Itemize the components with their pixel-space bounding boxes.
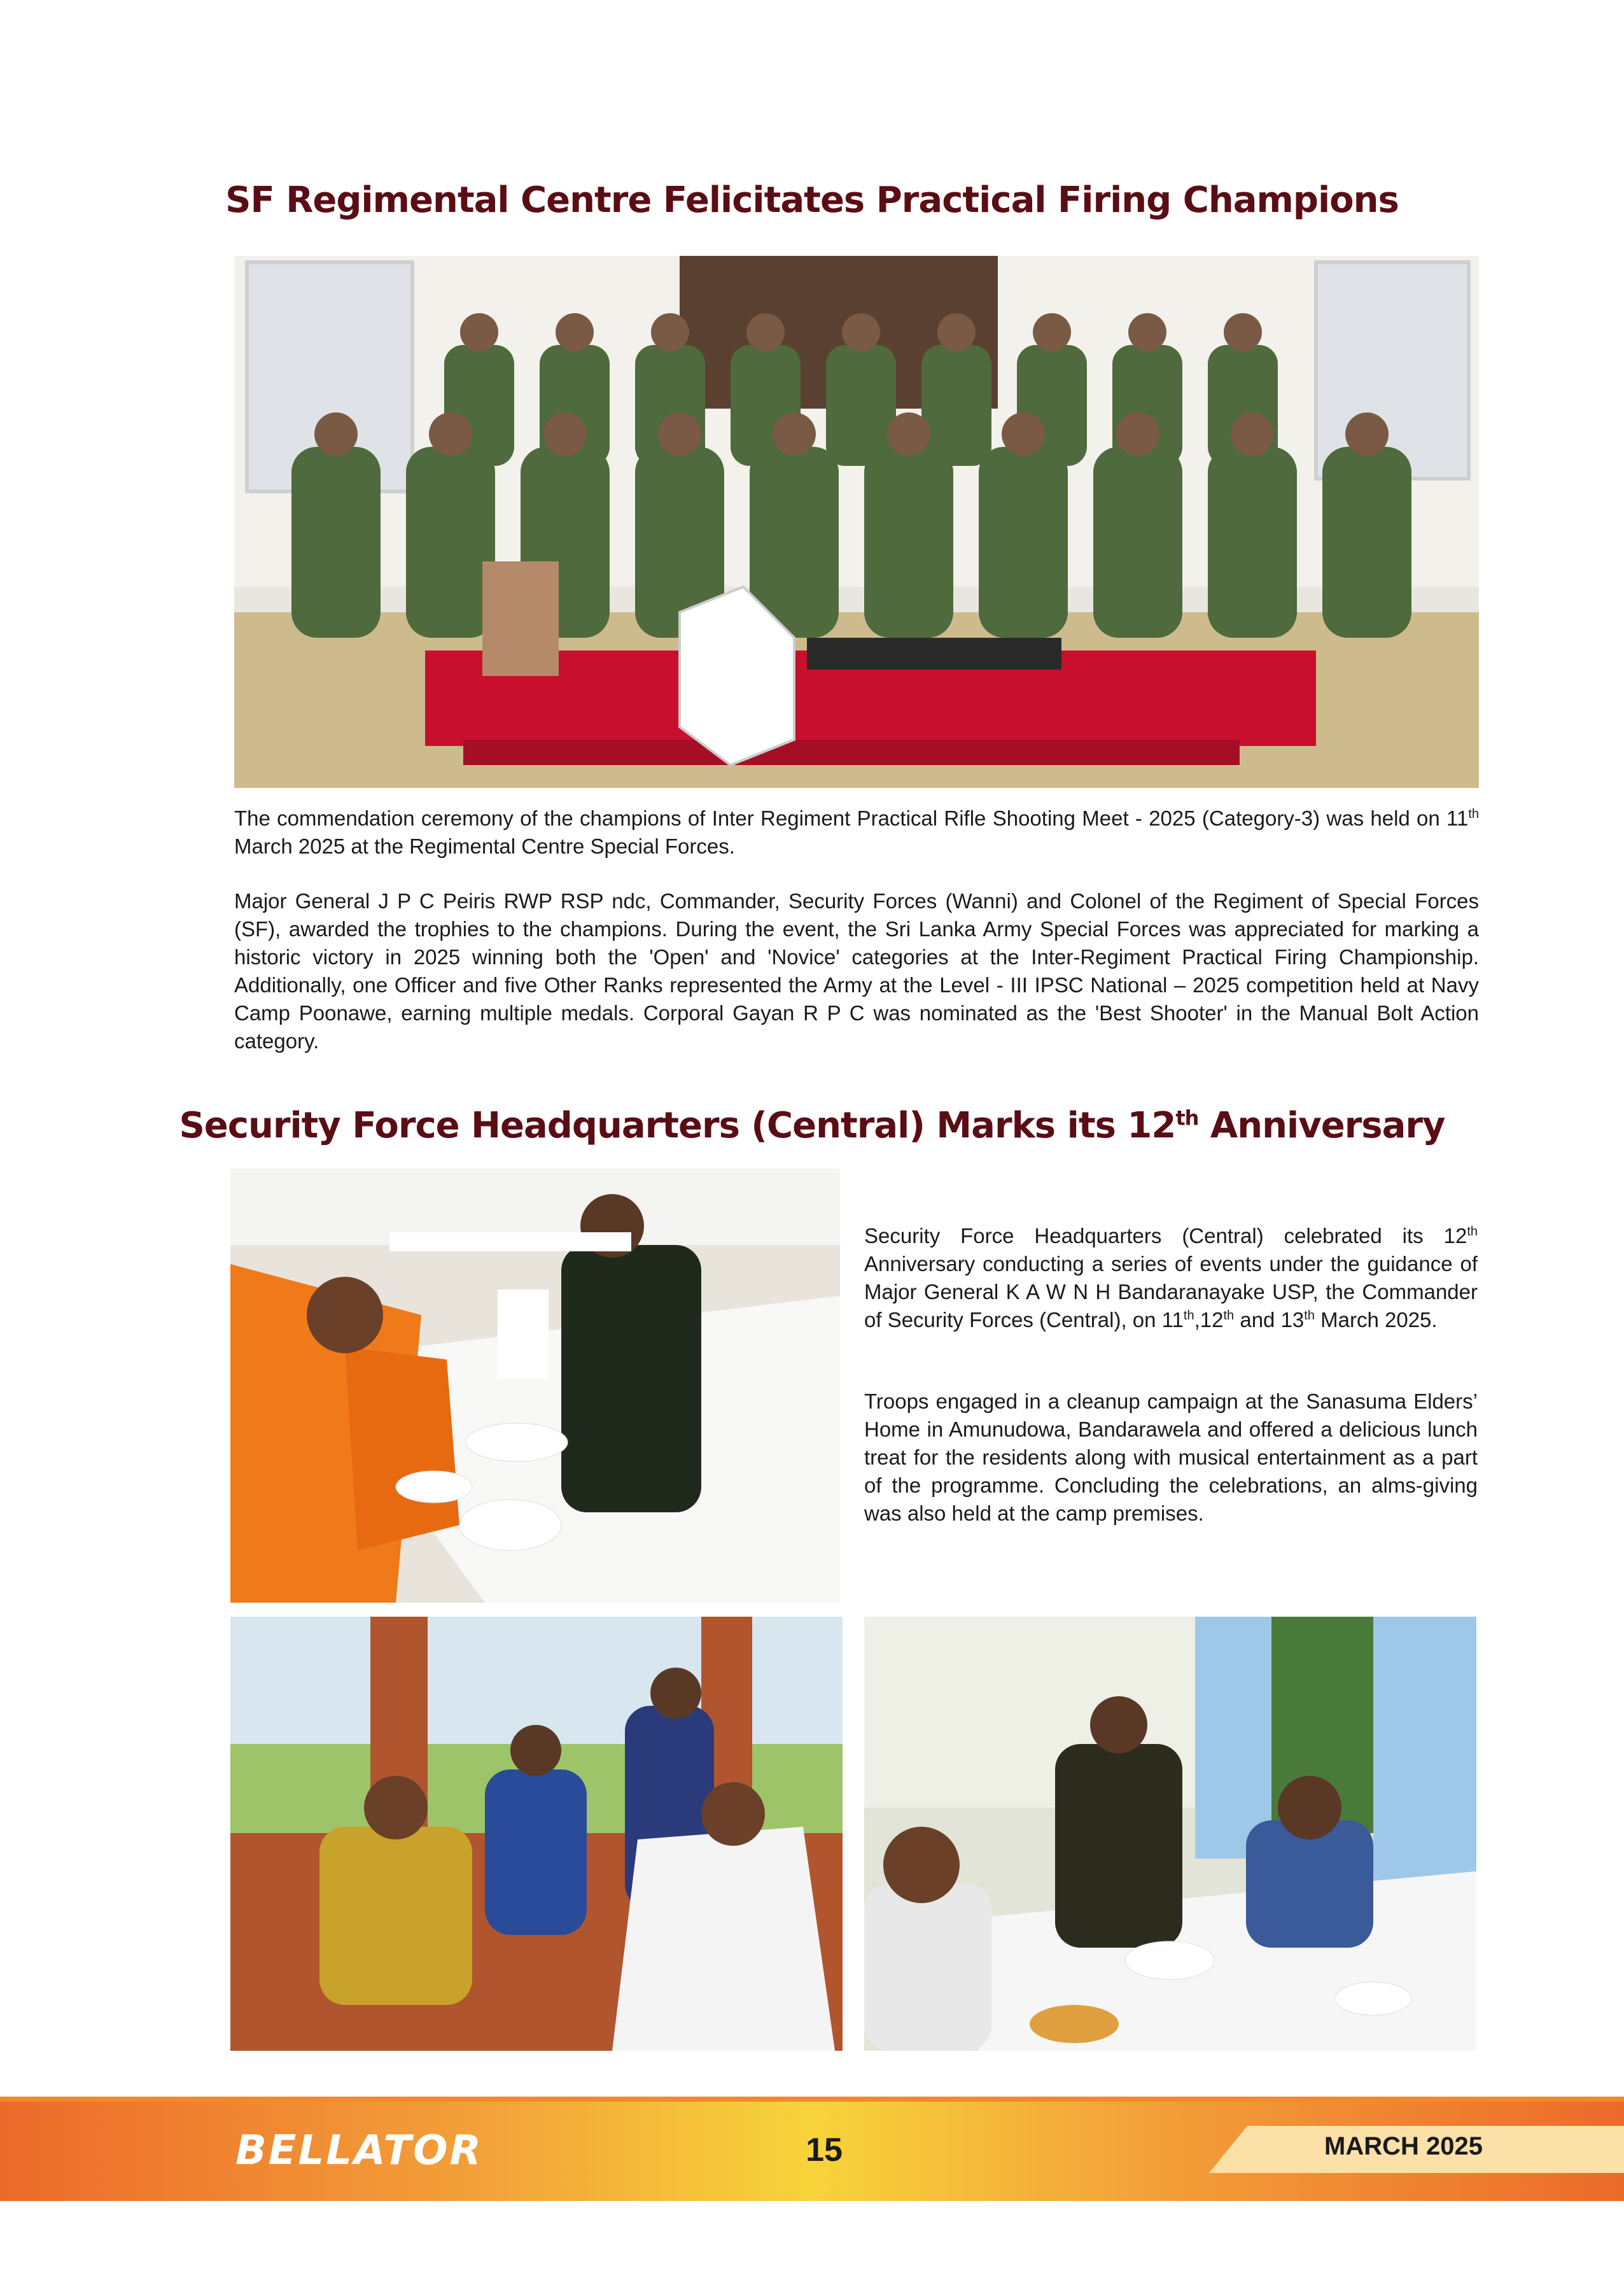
issue-date: MARCH 2025 bbox=[1324, 2132, 1483, 2160]
article-1-paragraph-2: Major General J P C Peiris RWP RSP ndc, Commander, Security Forces (Wanni) and Colonel of the Regiment of Special Forces (SF), awarded the trophies to the champions. During the event, the Sri Lanka Army Special Forces was appreciated for marking a historic victory in 2025 winning both the 'Open' and 'Novice' categories at the Inter-Regiment Practical Firing Championship. Additionally, one Officer and five Other Ranks represented the Army at the Level - III IPSC National – 2025 competition held at Navy Camp Poonawe, earning multiple medals. Corporal Gayan R P C was nominated as the 'Best Shooter' in the Manual Bolt Action category. bbox=[234, 889, 1479, 1053]
elders-home-haircut-photo bbox=[230, 1617, 843, 2051]
article-2-title: Security Force Headquarters (Central) Marks its 12th Anniversary bbox=[179, 1105, 1445, 1146]
article-2-paragraph-2: Troops engaged in a cleanup campaign at the Sanasuma Elders’ Home in Amunudowa, Bandarawela and offered a delicious lunch treat for the residents along with musical entertainment as a part of the programme. Concluding the celebrations, an alms-giving was also held at the camp premises. bbox=[864, 1389, 1478, 1525]
footer-top-line bbox=[0, 2097, 1624, 2102]
alms-giving-photo bbox=[230, 1169, 840, 1603]
article-1-title: SF Regimental Centre Felicitates Practical Firing Champions bbox=[225, 179, 1399, 221]
elders-lunch-treat-photo bbox=[864, 1617, 1476, 2051]
article-1-paragraph-1: The commendation ceremony of the champions of Inter Regiment Practical Rifle Shooting Meet - 2025 (Category-3) was held on 11th March 2025 at the Regimental Centre Special Forces. bbox=[234, 806, 1479, 858]
page-number: 15 bbox=[806, 2132, 843, 2169]
champions-group-photo bbox=[234, 256, 1479, 788]
article-2-paragraph-1: Security Force Headquarters (Central) celebrated its 12th Anniversary conducting a series of events under the guidance of Major General K A W N H Bandaranayake USP, the Commander of Security Forces (Central), on 11th,12th and 13th March 2025. bbox=[864, 1224, 1478, 1332]
magazine-brand: BELLATOR bbox=[235, 2127, 483, 2174]
